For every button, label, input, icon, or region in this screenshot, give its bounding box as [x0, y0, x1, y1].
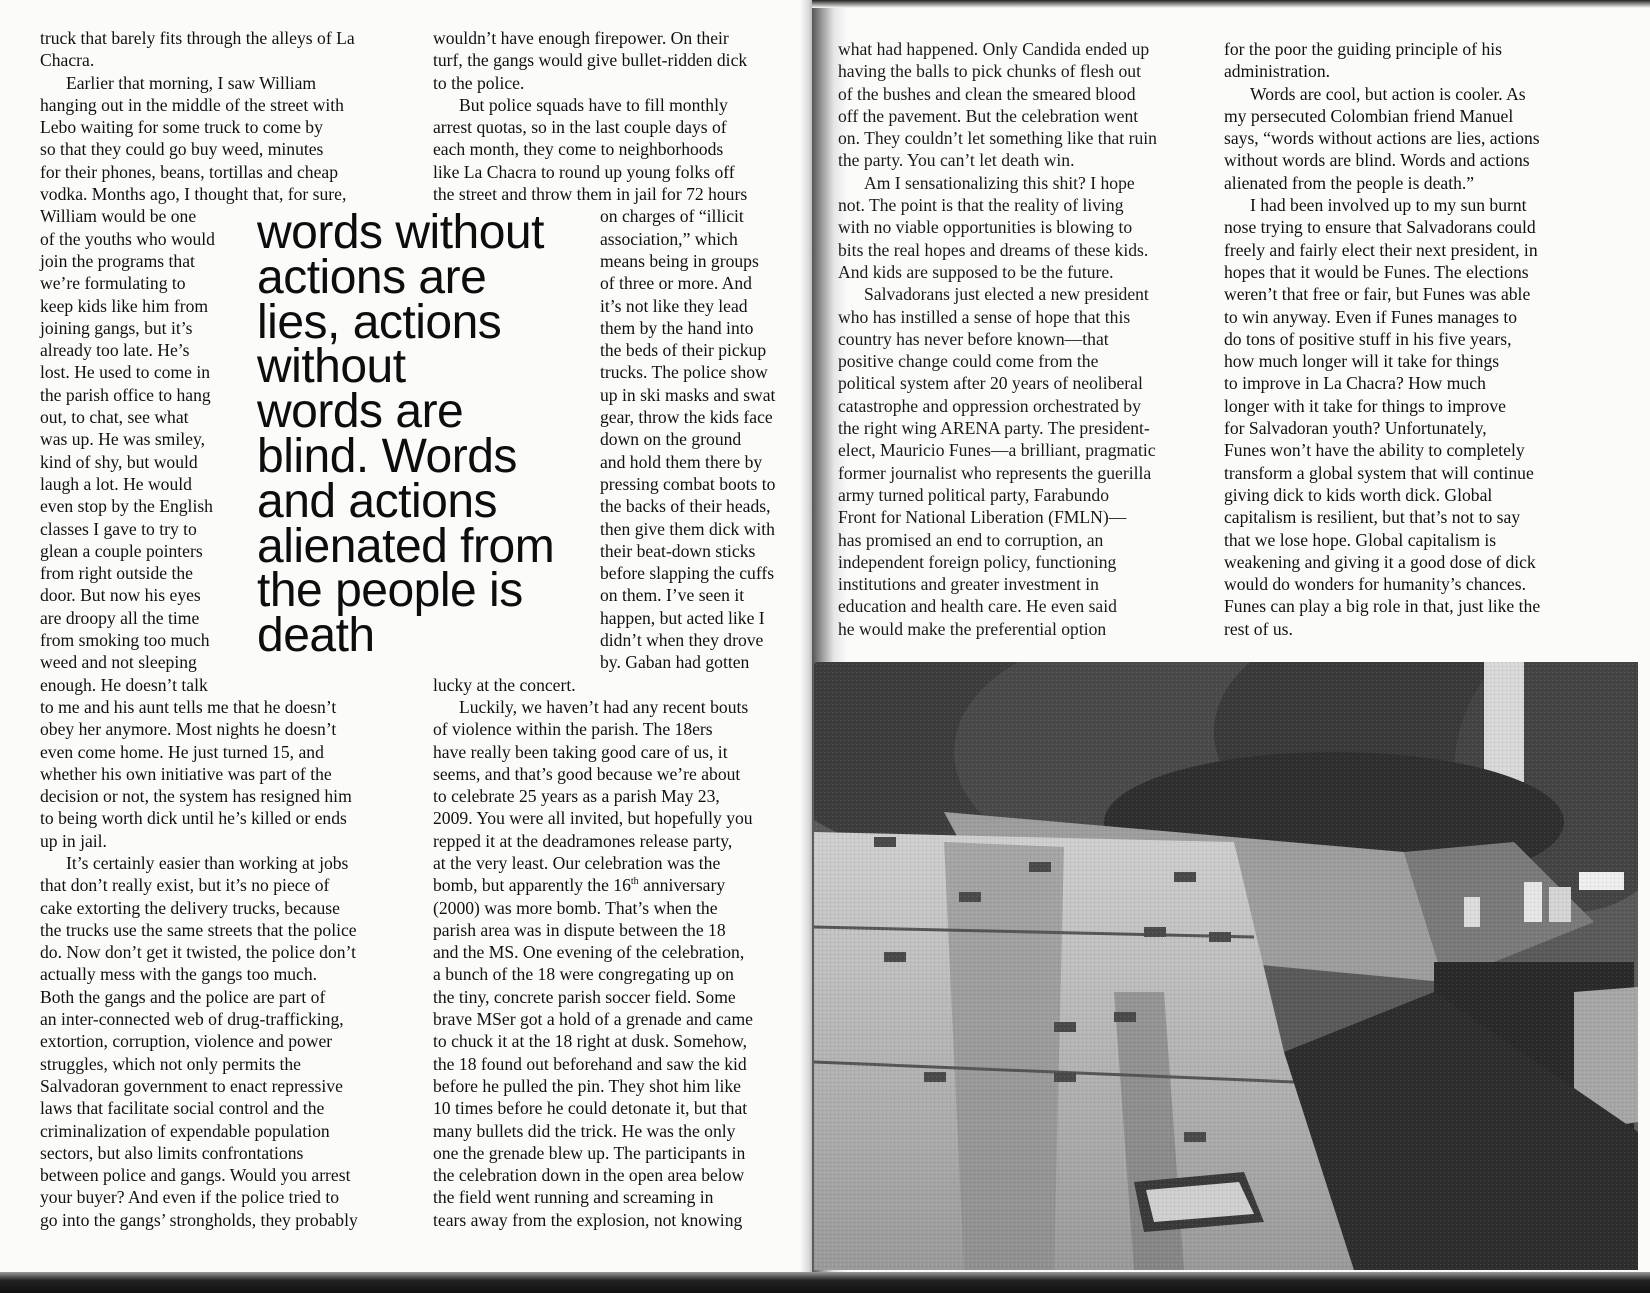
text-line: happen, but acted like I	[600, 607, 765, 628]
text-line: having the balls to pick chunks of flesh out	[838, 61, 1141, 82]
text-line: weren’t that free or fair, but Funes was able	[1224, 284, 1531, 305]
pull-quote-line: without	[257, 340, 406, 394]
text-line: from right outside the	[40, 563, 193, 584]
text-line: to being worth dick until he’s killed or ends	[40, 808, 347, 829]
text-line: institutions and greater investment in	[838, 574, 1099, 595]
text-line: their beat-down sticks	[600, 540, 756, 561]
text-line: the right wing ARENA party. The president-	[838, 418, 1150, 439]
text-line: join the programs that	[40, 250, 195, 271]
text-line: keep kids like him from	[40, 295, 209, 316]
paragraph	[1224, 194, 1584, 640]
text-line: that we lose hope. Global capitalism is	[1224, 529, 1497, 550]
paragraph	[838, 172, 1198, 283]
text-line: It’s certainly easier than working at jobs	[66, 852, 349, 873]
text-line: has promised an end to corruption, an	[838, 529, 1104, 550]
pull-quote-line: alienated from	[257, 519, 555, 573]
text-line: freely and fairly elect their next president, in	[1224, 239, 1538, 260]
shanty-town-photo	[814, 662, 1638, 1270]
text-line: repped it at the deadramones release party,	[433, 830, 733, 851]
text-line: on them. I’ve seen it	[600, 585, 745, 606]
text-line: already too late. He’s	[40, 340, 190, 361]
text-line: But police squads have to fill monthly	[459, 94, 728, 115]
text-line: lost. He used to come in	[40, 362, 211, 383]
text-line: administration.	[1224, 61, 1331, 82]
text-line: have really been taking good care of us, it	[433, 741, 728, 762]
text-line: country has never before known—that	[838, 328, 1109, 349]
text-line: for Salvadoran youth? Unfortunately,	[1224, 418, 1487, 439]
text-line: weed and not sleeping	[40, 652, 197, 673]
text-line: weakening and giving it a good dose of dick	[1224, 551, 1536, 572]
text-line: lucky at the concert.	[433, 674, 576, 695]
paragraph	[838, 38, 1198, 172]
text-line: on charges of “illicit	[600, 206, 744, 227]
text-line: to improve in La Chacra? How much	[1224, 373, 1486, 394]
text-line: army turned political party, Farabundo	[838, 484, 1109, 505]
pull-quote-line: death	[257, 609, 375, 663]
text-line: the beds of their pickup	[600, 340, 767, 361]
text-line: the 18 found out beforehand and saw the kid	[433, 1053, 747, 1074]
left-page	[0, 0, 812, 1282]
text-line: education and health care. He even said	[838, 596, 1117, 617]
text-line: 2009. You were all invited, but hopefully you	[433, 808, 753, 829]
pull-quote-line: blind. Words	[257, 429, 517, 483]
text-line: transform a global system that will continue	[1224, 462, 1534, 483]
paragraph	[838, 283, 1198, 640]
text-line: without words are blind. Words and actions	[1224, 150, 1530, 171]
text-line: whether his own initiative was part of the	[40, 763, 332, 784]
text-line: arrest quotas, so in the last couple days of	[433, 117, 727, 138]
text-line: the celebration down in the open area below	[433, 1165, 745, 1186]
text-line: he would make the preferential option	[838, 618, 1107, 639]
text-line: sectors, but also limits confrontations	[40, 1142, 304, 1163]
text-line: longer with it take for things to improve	[1224, 395, 1506, 416]
text-line: Am I sensationalizing this shit? I hope	[864, 172, 1135, 193]
text-line: bits the real hopes and dreams of these kids.	[838, 239, 1149, 260]
text-line: classes I gave to try to	[40, 518, 197, 539]
text-line: I had been involved up to my sun burnt	[1250, 195, 1527, 216]
text-line: alienated from the people is death.”	[1224, 172, 1475, 193]
text-line: rest of us.	[1224, 618, 1293, 639]
paragraph	[1224, 83, 1584, 194]
pull-quote-line: the people is	[257, 564, 523, 618]
text-line: decision or not, the system has resigned him	[40, 786, 352, 807]
text-line: on. They couldn’t let something like that ruin	[838, 128, 1157, 149]
pull-quote-line: and actions	[257, 474, 498, 528]
text-line: would do wonders for humanity’s chances.	[1224, 574, 1526, 595]
text-line: Salvadorans just elected a new president	[864, 284, 1149, 305]
text-line: was up. He was smiley,	[40, 429, 205, 450]
text-line: do. Now don’t get it twisted, the police don’t	[40, 942, 357, 963]
text-line: cake extorting the delivery trucks, because	[40, 897, 340, 918]
text-line: pressing combat boots to	[600, 473, 776, 494]
text-line: the tiny, concrete parish soccer field. Some	[433, 986, 736, 1007]
text-line: one the grenade blew up. The participants in	[433, 1142, 746, 1163]
text-line: parish area was in dispute between the 18	[433, 919, 726, 940]
text-line: the backs of their heads,	[600, 496, 771, 517]
text-line: struggles, which not only permits the	[40, 1053, 301, 1074]
paragraph	[40, 852, 400, 1231]
text-line: what had happened. Only Candida ended up	[838, 39, 1150, 59]
text-line: that don’t really exist, but it’s no piece of	[40, 875, 330, 896]
text-line: up in ski masks and swat	[600, 384, 776, 405]
paragraph	[1224, 38, 1584, 83]
text-line: between police and gangs. Would you arrest	[40, 1165, 351, 1186]
text-line: Chacra.	[40, 50, 95, 71]
column-3	[838, 38, 1198, 640]
text-line: a bunch of the 18 were congregating up on	[433, 964, 734, 985]
text-line: the parish office to hang	[40, 384, 211, 405]
text-line: an inter-connected web of drug-trafficking,	[40, 1009, 344, 1030]
page-edge-shadow	[812, 0, 1650, 8]
text-line: glean a couple pointers	[40, 540, 203, 561]
text-line: 10 times before he could detonate it, but that	[433, 1098, 748, 1119]
photo-illustration	[814, 662, 1638, 1270]
text-line: out, to chat, see what	[40, 407, 189, 428]
text-line: the street and throw them in jail for 72 hours	[433, 184, 748, 205]
text-line: at the very least. Our celebration was the	[433, 852, 721, 873]
text-line: door. But now his eyes	[40, 585, 201, 606]
text-line: and hold them there by	[600, 451, 763, 472]
pull-quote	[257, 206, 597, 663]
text-line: hanging out in the middle of the street with	[40, 94, 344, 115]
text-line: association,” which	[600, 228, 738, 249]
text-line: the party. You can’t let death win.	[838, 150, 1075, 171]
scanner-edge	[0, 1272, 1650, 1293]
pull-quote-line: words without	[257, 206, 544, 259]
text-line: even stop by the English	[40, 496, 213, 517]
text-line: (2000) was more bomb. That’s when the	[433, 897, 718, 918]
text-line: catastrophe and oppression orchestrated by	[838, 395, 1141, 416]
text-line: means being in groups	[600, 250, 759, 271]
text-line: of the youths who would	[40, 228, 215, 249]
text-line: for the poor the guiding principle of his	[1224, 39, 1503, 59]
text-line: obey her anymore. Most nights he doesn’t	[40, 719, 337, 740]
text-line: former journalist who represents the guerilla	[838, 462, 1152, 483]
text-line: Salvadoran government to enact repressive	[40, 1075, 343, 1096]
text-line: turf, the gangs would give bullet-ridden dick	[433, 50, 748, 71]
text-line: Both the gangs and the police are part of	[40, 986, 326, 1007]
text-line: seems, and that’s good because we’re about	[433, 763, 741, 784]
text-line: laugh a lot. He would	[40, 473, 192, 494]
text-line: actually mess with the gangs too much.	[40, 964, 318, 985]
text-line: for their phones, beans, tortillas and cheap	[40, 161, 339, 182]
text-line: gear, throw the kids face	[600, 407, 773, 428]
text-line: do tons of positive stuff in his five years,	[1224, 328, 1512, 349]
text-line: political system after 20 years of neoliberal	[838, 373, 1143, 394]
text-line: laws that facilitate social control and the	[40, 1098, 325, 1119]
text-line: nose trying to ensure that Salvadorans could	[1224, 217, 1536, 238]
text-line: the field went running and screaming in	[433, 1187, 714, 1208]
text-line: joining gangs, but it’s	[40, 317, 193, 338]
text-line: even come home. He just turned 15, and	[40, 741, 324, 762]
text-line: to the police.	[433, 72, 525, 93]
text-line: capitalism is resilient, but that’s not to say	[1224, 507, 1521, 528]
text-line: with no viable opportunities is blowing to	[838, 217, 1133, 238]
text-line: like La Chacra to round up young folks off	[433, 161, 735, 182]
text-line: Words are cool, but action is cooler. As	[1250, 83, 1526, 104]
text-line: them by the hand into	[600, 317, 754, 338]
text-line: how much longer will it take for things	[1224, 351, 1500, 372]
text-line: criminalization of expendable population	[40, 1120, 330, 1141]
text-line: each month, they come to neighborhoods	[433, 139, 724, 160]
text-line: hopes that it would be Funes. The elections	[1224, 261, 1529, 282]
text-line: down on the ground	[600, 429, 742, 450]
text-line: trucks. The police show	[600, 362, 768, 383]
pull-quote-line: lies, actions	[257, 295, 502, 349]
text-line: off the pavement. But the celebration went	[838, 105, 1139, 126]
text-line: my persecuted Colombian friend Manuel	[1224, 105, 1514, 126]
text-line: giving dick to kids worth dick. Global	[1224, 484, 1493, 505]
text-line: kind of shy, but would	[40, 451, 198, 472]
text-line: of the bushes and clean the smeared blood	[838, 83, 1136, 104]
text-line: extortion, corruption, violence and power	[40, 1031, 333, 1052]
photo-grain	[814, 662, 1638, 1270]
text-line: Funes won’t have the ability to completely	[1224, 440, 1525, 461]
text-line: tears away from the explosion, not knowing	[433, 1209, 743, 1230]
text-line: bomb, but apparently the 16th anniversary	[433, 875, 726, 896]
text-line: so that they could go buy weed, minutes	[40, 139, 324, 160]
text-line: Luckily, we haven’t had any recent bouts	[459, 696, 749, 717]
text-line: before he pulled the pin. They shot him like	[433, 1075, 741, 1096]
text-line: And kids are supposed to be the future.	[838, 261, 1114, 282]
text-line: who has instilled a sense of hope that this	[838, 306, 1131, 327]
text-line: wouldn’t have enough firepower. On their	[433, 28, 729, 48]
column-4	[1224, 38, 1584, 640]
text-line: positive change could come from the	[838, 351, 1099, 372]
pull-quote-line: actions are	[257, 250, 487, 304]
text-line: the trucks use the same streets that the police	[40, 919, 357, 940]
text-line: we’re formulating to	[40, 273, 186, 294]
text-line: not. The point is that the reality of living	[838, 195, 1124, 216]
text-line: it’s not like they lead	[600, 295, 748, 316]
text-line: and the MS. One evening of the celebration,	[433, 942, 745, 963]
pull-quote-line: words are	[257, 385, 464, 439]
paragraph	[433, 27, 793, 94]
text-line: truck that barely fits through the alleys of La	[40, 28, 355, 48]
text-line: didn’t when they drove	[600, 630, 764, 651]
text-line: Earlier that morning, I saw William	[66, 72, 317, 93]
text-line: go into the gangs’ strongholds, they probably	[40, 1209, 358, 1230]
text-line: up in jail.	[40, 830, 107, 851]
text-line: to chuck it at the 18 right at dusk. Somehow,	[433, 1031, 748, 1052]
text-line: from smoking too much	[40, 630, 210, 651]
text-line: then give them dick with	[600, 518, 775, 539]
paragraph	[40, 27, 400, 72]
text-line: Front for National Liberation (FMLN)—	[838, 507, 1127, 528]
text-line: are droopy all the time	[40, 607, 200, 628]
text-line: by. Gaban had gotten	[600, 652, 750, 673]
text-line: of violence within the parish. The 18ers	[433, 719, 713, 740]
text-line: many bullets did the trick. He was the only	[433, 1120, 736, 1141]
text-line: vodka. Months ago, I thought that, for sure,	[40, 184, 347, 205]
text-line: independent foreign policy, functioning	[838, 551, 1117, 572]
text-line: enough. He doesn’t talk	[40, 674, 208, 695]
text-line: to win anyway. Even if Funes manages to	[1224, 306, 1518, 327]
text-line: Funes can play a big role in that, just like the	[1224, 596, 1541, 617]
text-line: brave MSer got a hold of a grenade and came	[433, 1009, 753, 1030]
text-line: before slapping the cuffs	[600, 563, 775, 584]
text-line: to celebrate 25 years as a parish May 23,	[433, 786, 720, 807]
text-line: to me and his aunt tells me that he doesn’t	[40, 696, 337, 717]
text-line: Lebo waiting for some truck to come by	[40, 117, 323, 138]
text-line: elect, Mauricio Funes—a brilliant, pragmatic	[838, 440, 1156, 461]
text-line: William would be one	[40, 206, 197, 227]
text-line: your buyer? And even if the police tried to	[40, 1187, 339, 1208]
text-line: says, “words without actions are lies, actions	[1224, 128, 1540, 149]
paragraph	[433, 696, 793, 1231]
text-line: of three or more. And	[600, 273, 752, 294]
